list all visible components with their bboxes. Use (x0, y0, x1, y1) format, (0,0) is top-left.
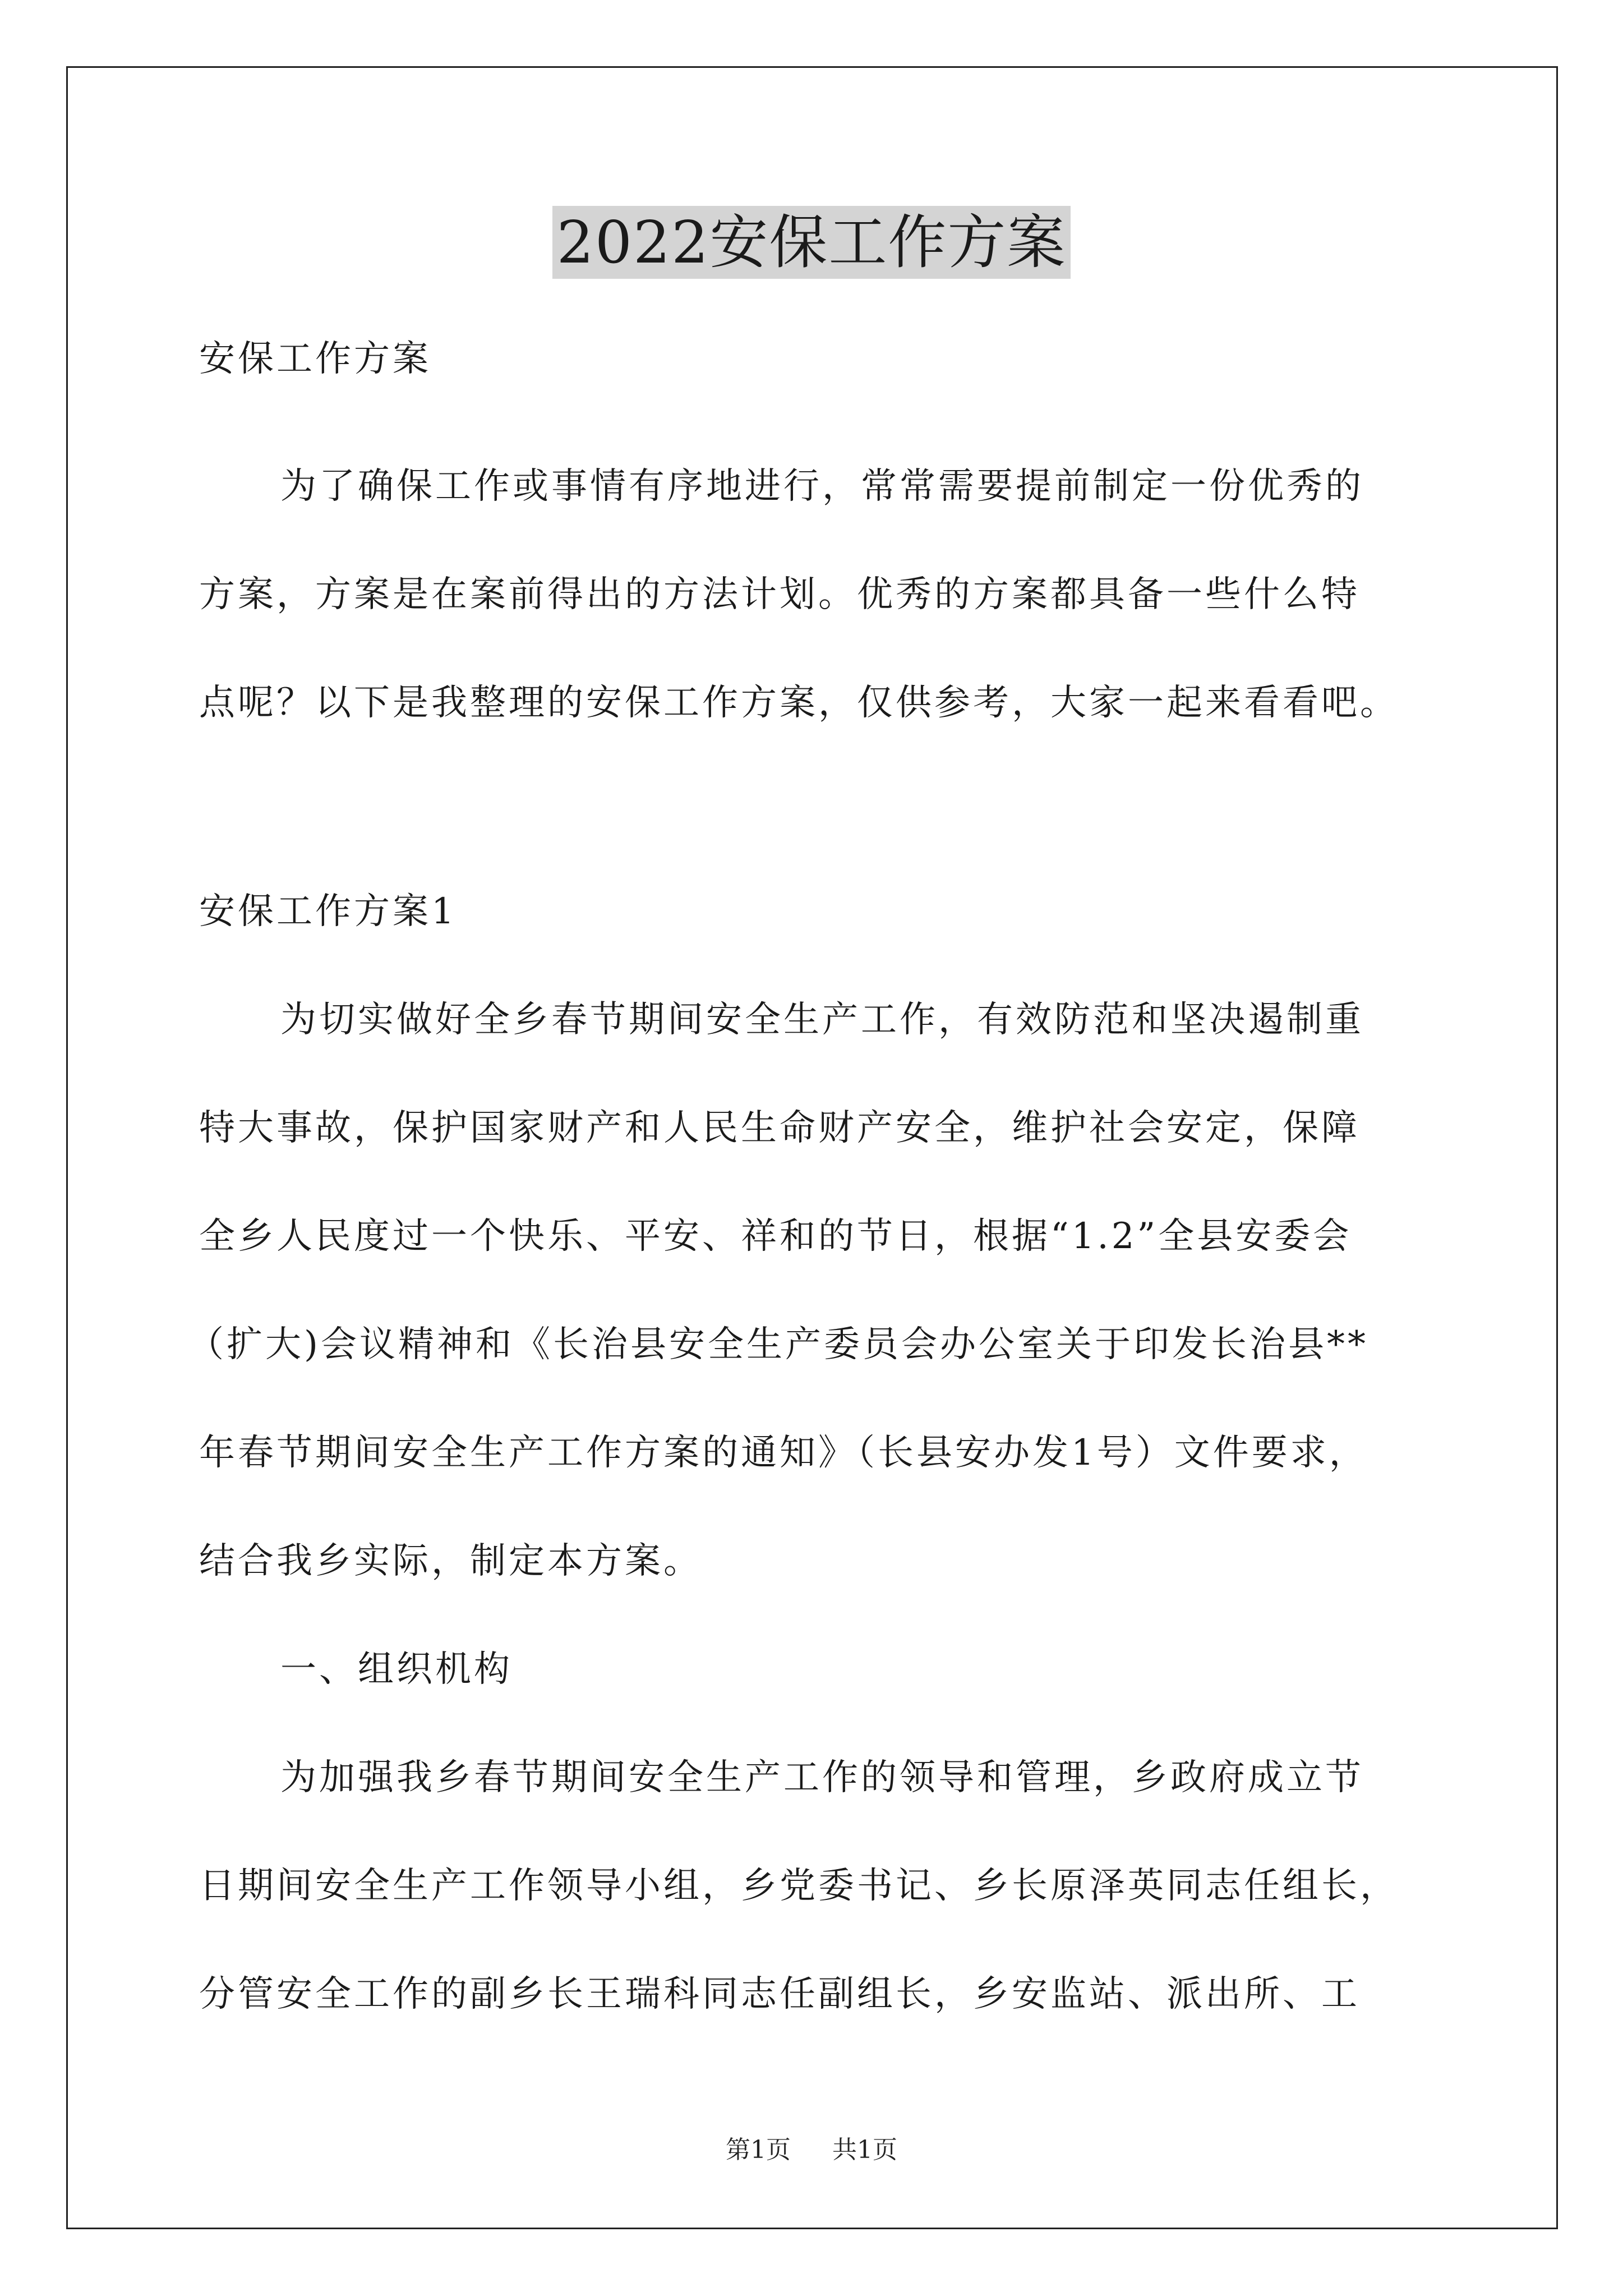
intro-line-3: 点呢？以下是我整理的安保工作方案，仅供参考，大家一起来看看吧。 (199, 682, 1399, 724)
paragraph-line-6: 结合我乡实际，制定本方案。 (199, 1540, 702, 1582)
paragraph-line-1: 为切实做好全乡春节期间安全生产工作，有效防范和坚决遏制重 (280, 999, 1364, 1041)
paragraph-line-3: 全乡人民度过一个快乐、平安、祥和的节日，根据“1.2”全县安委会 (199, 1216, 1352, 1257)
paragraph-line-4: （扩大)会议精神和《长治县安全生产委员会办公室关于印发长治县** (188, 1324, 1368, 1365)
section-heading-org: 一、组织机构 (280, 1649, 513, 1690)
paragraph-line-5: 年春节期间安全生产工作方案的通知》（长县安办发1号）文件要求， (199, 1432, 1368, 1474)
page-number-total: 共1页 (832, 2136, 897, 2164)
org-line-1: 为加强我乡春节期间安全生产工作的领导和管理，乡政府成立节 (280, 1757, 1364, 1798)
intro-line-1: 为了确保工作或事情有序地进行，常常需要提前制定一份优秀的 (280, 466, 1364, 507)
subtitle-line: 安保工作方案 (199, 338, 431, 380)
org-line-3: 分管安全工作的副乡长王瑞科同志任副组长，乡安监站、派出所、工 (199, 1973, 1360, 2015)
paragraph-line-2: 特大事故，保护国家财产和人民生命财产安全，维护社会安定，保障 (199, 1107, 1360, 1149)
page-number-current: 第1页 (726, 2136, 791, 2164)
page-footer (0, 2133, 1623, 2167)
document-title-text: 2022安保工作方案 (552, 206, 1071, 279)
document-title (0, 203, 1623, 282)
section-heading-1: 安保工作方案1 (199, 891, 457, 932)
org-line-2: 日期间安全生产工作领导小组，乡党委书记、乡长原泽英同志任组长， (199, 1865, 1399, 1907)
intro-line-2: 方案，方案是在案前得出的方法计划。优秀的方案都具备一些什么特 (199, 574, 1360, 615)
